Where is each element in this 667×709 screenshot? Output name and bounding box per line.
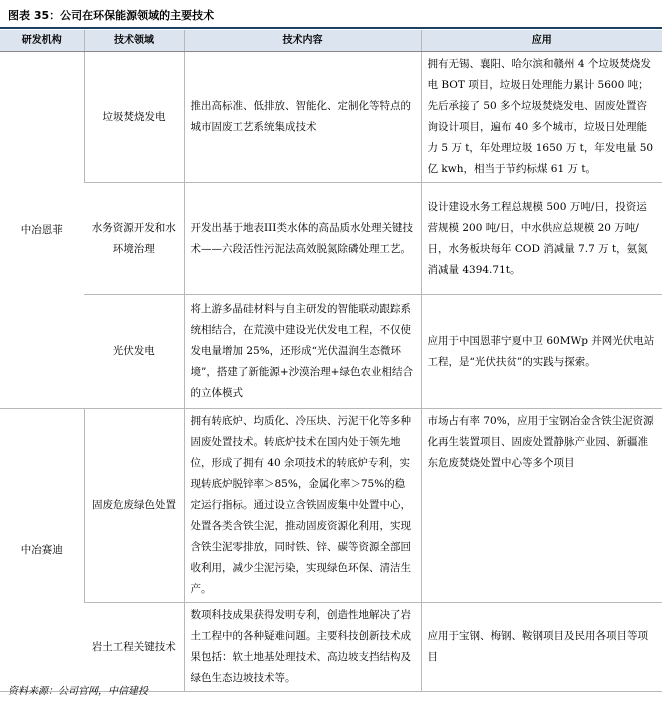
source-note: 资料来源：公司官网，中信建投 [8, 686, 148, 697]
field-cell: 固废危废绿色处置 [84, 409, 184, 603]
table-row [0, 409, 662, 603]
content-cell: 推出高标准、低排放、智能化、定制化等特点的城市固废工艺系统集成技术 [184, 52, 421, 183]
table-row [0, 52, 662, 183]
content-cell: 数项科技成果获得发明专利，创造性地解决了岩土工程中的各种疑难问题。主要科技创新技术成果包括：软土地基处理技术、高边坡支挡结构及绿色生态边坡技术等。 [184, 603, 421, 692]
header-field: 技术领域 [84, 30, 184, 52]
table-row [0, 183, 662, 295]
org-cell: 中冶恩菲 [0, 52, 84, 409]
table-row [0, 295, 662, 409]
application-cell: 市场占有率 70%，应用于宝钢冶金含铁尘泥资源化再生装置项目、固废处置静脉产业园、新疆准东危废焚烧处置中心等多个项目 [421, 409, 662, 603]
technology-table [0, 30, 662, 692]
field-cell: 水务资源开发和水环境治理 [84, 183, 184, 295]
title-rule [0, 27, 662, 29]
application-cell: 应用于中国恩菲宁夏中卫 60MWp 并网光伏电站工程，是“光伏扶贫”的实践与探索。 [421, 295, 662, 409]
header-org: 研发机构 [0, 30, 84, 52]
header-application: 应用 [421, 30, 662, 52]
content-cell: 拥有转底炉、均质化、冷压块、污泥干化等多种固废处置技术。转底炉技术在国内处于领先地位，形成了拥有 40 余项技术的转底炉专利，实现转底炉脱锌率＞85%，金属化率＞75%的稳定运行指标。通过设立含铁固废集中处置中心，处置各类含铁尘泥，推动固废资源化利用，实现含铁尘泥零排放，同时铁、锌、碳等资源全部回收利用，减少尘泥污染，实现绿色环保、清洁生产。 [184, 409, 421, 603]
table-row [0, 603, 662, 692]
field-cell: 光伏发电 [84, 295, 184, 409]
table-header-row [0, 30, 662, 52]
figure-title: 图表 35：公司在环保能源领域的主要技术 [8, 9, 215, 22]
field-cell: 岩土工程关键技术 [84, 603, 184, 692]
org-cell: 中冶赛迪 [0, 409, 84, 692]
content-cell: 开发出基于地表III类水体的高品质水处理关键技术——六段活性污泥法高效脱氮除磷处理工艺。 [184, 183, 421, 295]
application-cell: 应用于宝钢、梅钢、鞍钢项目及民用各项目等项目 [421, 603, 662, 692]
application-cell: 拥有无锡、襄阳、哈尔滨和赣州 4 个垃圾焚烧发电 BOT 项目，垃圾日处理能力累计 5600 吨；先后承接了 50 多个垃圾焚烧发电、固废处置咨询设计项目，遍布 40 多个城市，垃圾日处理能力 5 万 t，年处理垃圾 1650 万 t，年发电量 50 亿 kwh，相当于节约标煤 61 万 t。 [421, 52, 662, 183]
application-cell: 设计建设水务工程总规模 500 万吨/日，投资运营规模 200 吨/日，中水供应总规模 20 万吨/日，水务板块每年 COD 消减量 7.7 万 t，氨氮消减量 4394.71t。 [421, 183, 662, 295]
content-cell: 将上游多晶硅材料与自主研发的智能联动跟踪系统相结合，在荒漠中建设光伏发电工程，不仅使发电量增加 25%，还形成“光伏温润生态微环境”，搭建了新能源+沙漠治理+绿色农业相结合的立体模式 [184, 295, 421, 409]
header-content: 技术内容 [184, 30, 421, 52]
field-cell: 垃圾焚烧发电 [84, 52, 184, 183]
